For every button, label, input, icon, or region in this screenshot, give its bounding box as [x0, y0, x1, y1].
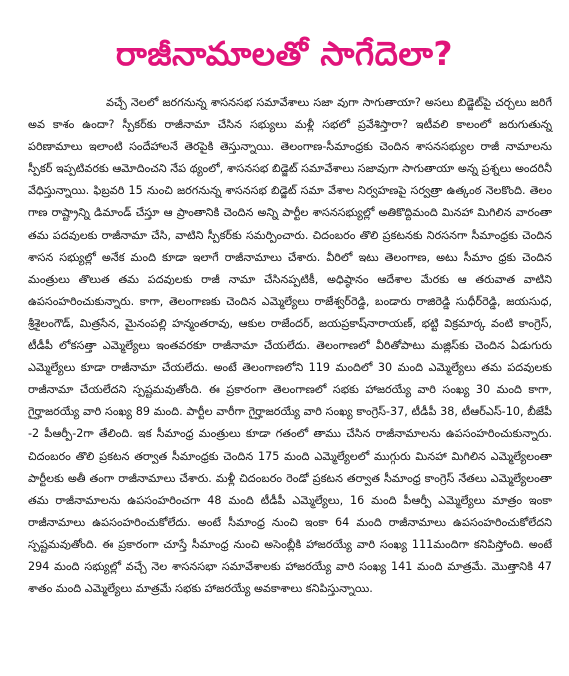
article-body: వచ్చే నెలలో జరగనున్న శాసనసభ సమావేశాలు సజా వుగా సాగుతాయా? అసలు బిడ్జెట్‌పై చర్చలు జరిగే అవ కాశం ఉందా? స్పీకర్‌కు రాజీనామా చేసిన సభ్యులు మళ్లీ సభలో ప్రవేశిస్తారా? ఇటీవలి కాలంలో జరుగుతున్న పరిణామాలు ఇలాంటి సందేహాలనే తెరపైకి తెస్తున్నాయి. తెలంగాణ-సీమాంధ్రకు చెందిన శాసనసభ్యుల రాజీ నామాలను స్పీకర్ ఇప్పటివరకు ఆమోదించని నేప థ్యంలో, శాసనసభ బిడ్జెట్ సమావేశాలు సజావుగా సాగుతాయా అన్న ప్రశ్నలు అందరినీ వేధిస్తున్నాయి. ఫిబ్రవరి 15 నుంచి జరగనున్న శాసనసభ బిడ్జెట్ సమా వేశాల నిర్వహణపై సర్వత్రా ఉత్కంఠ నెలకొంది. తెలం గాణ రాష్ట్రాన్ని డిమాండ్ చేస్తూ ఆ ప్రాంతానికి చెందిన అన్ని పార్టీల శాసనసభ్యుల్లో అతికొద్దిమంది మినహా మిగిలిన వారంతా తమ పదవులకు రాజీనామా చేసి, వాటిని స్పీకర్‌కు సమర్పించారు. చిదంబరం తొలి ప్రకటనకు నిరసనగా సీమాంధ్రకు చెందిన శాసన సభ్యుల్లో అనేక మంది కూడా ఇలాగే రాజీనామాలు చేశారు. వీరిలో ఇటు తెలంగాణ, అటు సీమాం ధ్రకు చెందిన మంత్రులు తొలుత తమ పదవులకు రాజీ నామా చేసినప్పటికీ, అధిష్ఠానం ఆదేశాల మేరకు ఆ తరువాత వాటిని ఉపసంహరించుకున్నారు. కాగా, తెలంగాణకు చెందిన ఎమ్మెల్యేలు రాజేశ్వర్‌రెడ్డి, బండారు రాజిరెడ్డి సుధీర్‌రెడ్డి, జయసుధ, శ్రీశైలంగౌడ్, మిత్రసేన, మైనంపల్లి హన్మంతరావు, ఆకుల రాజేందర్, జయప్రకాష్‌నారాయణ్, భట్టి విక్రమార్క వంటి కాంగ్రెస్, టీడీపీ లోకసత్తా ఎమ్మెల్యేలు ఇంతవరకూ రాజీనామా చేయలేదు. తెలంగాణలో వీరితోపాటు మజ్లిస్‌కు చెందిన ఏడుగురు ఎమ్మెల్యేలు కూడా రాజీనామా చేయలేదు. అంటే తెలంగాణలోని 119 మందిలో 30 మంది ఎమ్మెల్యేలు తమ పదవులకు రాజీనామా చేయలేదని స్పష్టమవుతోంది. ఈ ప్రకారంగా తెలంగాణలో సభకు హాజరయ్యే వారి సంఖ్య 30 మంది కాగా, గైర్హాజరయ్యే వారి సంఖ్య 89 మంది. పార్టీల వారీగా గైర్హాజరయ్యే వారి సంఖ్య కాంగ్రెస్-37, టీడీపీ 38, టీఆర్ఎస్-10, బీజేపీ -2 పీఆర్పీ-2గా తేలింది. ఇక సీమాంధ్ర మంత్రులు కూడా గతంలో తాము చేసిన రాజీనామాలను ఉపసంహరించుకున్నారు. చిదంబరం తొలి ప్రకటన తర్వాత సీమాంధ్రకు చెందిన 175 మంది ఎమ్మెల్యేలలో ముగ్గురు మినహా మిగిలిన ఎమ్మెల్యేలంతా పార్టీలకు అతీ తంగా రాజీనామాలు చేశారు. మళ్లీ చిదంబరం రెండో ప్రకటన తర్వాత సీమాంధ్ర కాంగ్రెస్ నేతలు ఎమ్మెల్యేలంతా తమ రాజీనామాలను ఉపసంహరించగా 48 మంది టీడీపీ ఎమ్మెల్యేలు, 16 మంది పీఆర్పీ ఎమ్మెల్యేలు మాత్రం ఇంకా రాజీనామాలు ఉపసంహరించుకోలేదు. అంటే సీమాంధ్ర నుంచి ఇంకా 64 మంది రాజీనామాలు ఉపసంహరించుకోలేదని స్పష్టమవుతోంది. ఈ ప్రకారంగా చూస్తే సీమాంధ్ర నుంచి అసెంబ్లీకి హాజరయ్యే వారి సంఖ్య 111మందిగా కనిపిస్తోంది. అంటే 294 మంది సభ్యుల్లో వచ్చే నెల శాసనసభా సమావేశాలకు హాజరయ్యే వారి సంఖ్య 141 మంది మాత్రమే. మొత్తానికి 47 శాతం మంది ఎమ్మెల్యేలు మాత్రమే సభకు హాజరయ్యే అవకాశాలు కనిపిస్తున్నాయి. — [28, 96, 552, 596]
article-headline: రాజీనామాలతో సాగేదెలా? — [115, 34, 454, 74]
